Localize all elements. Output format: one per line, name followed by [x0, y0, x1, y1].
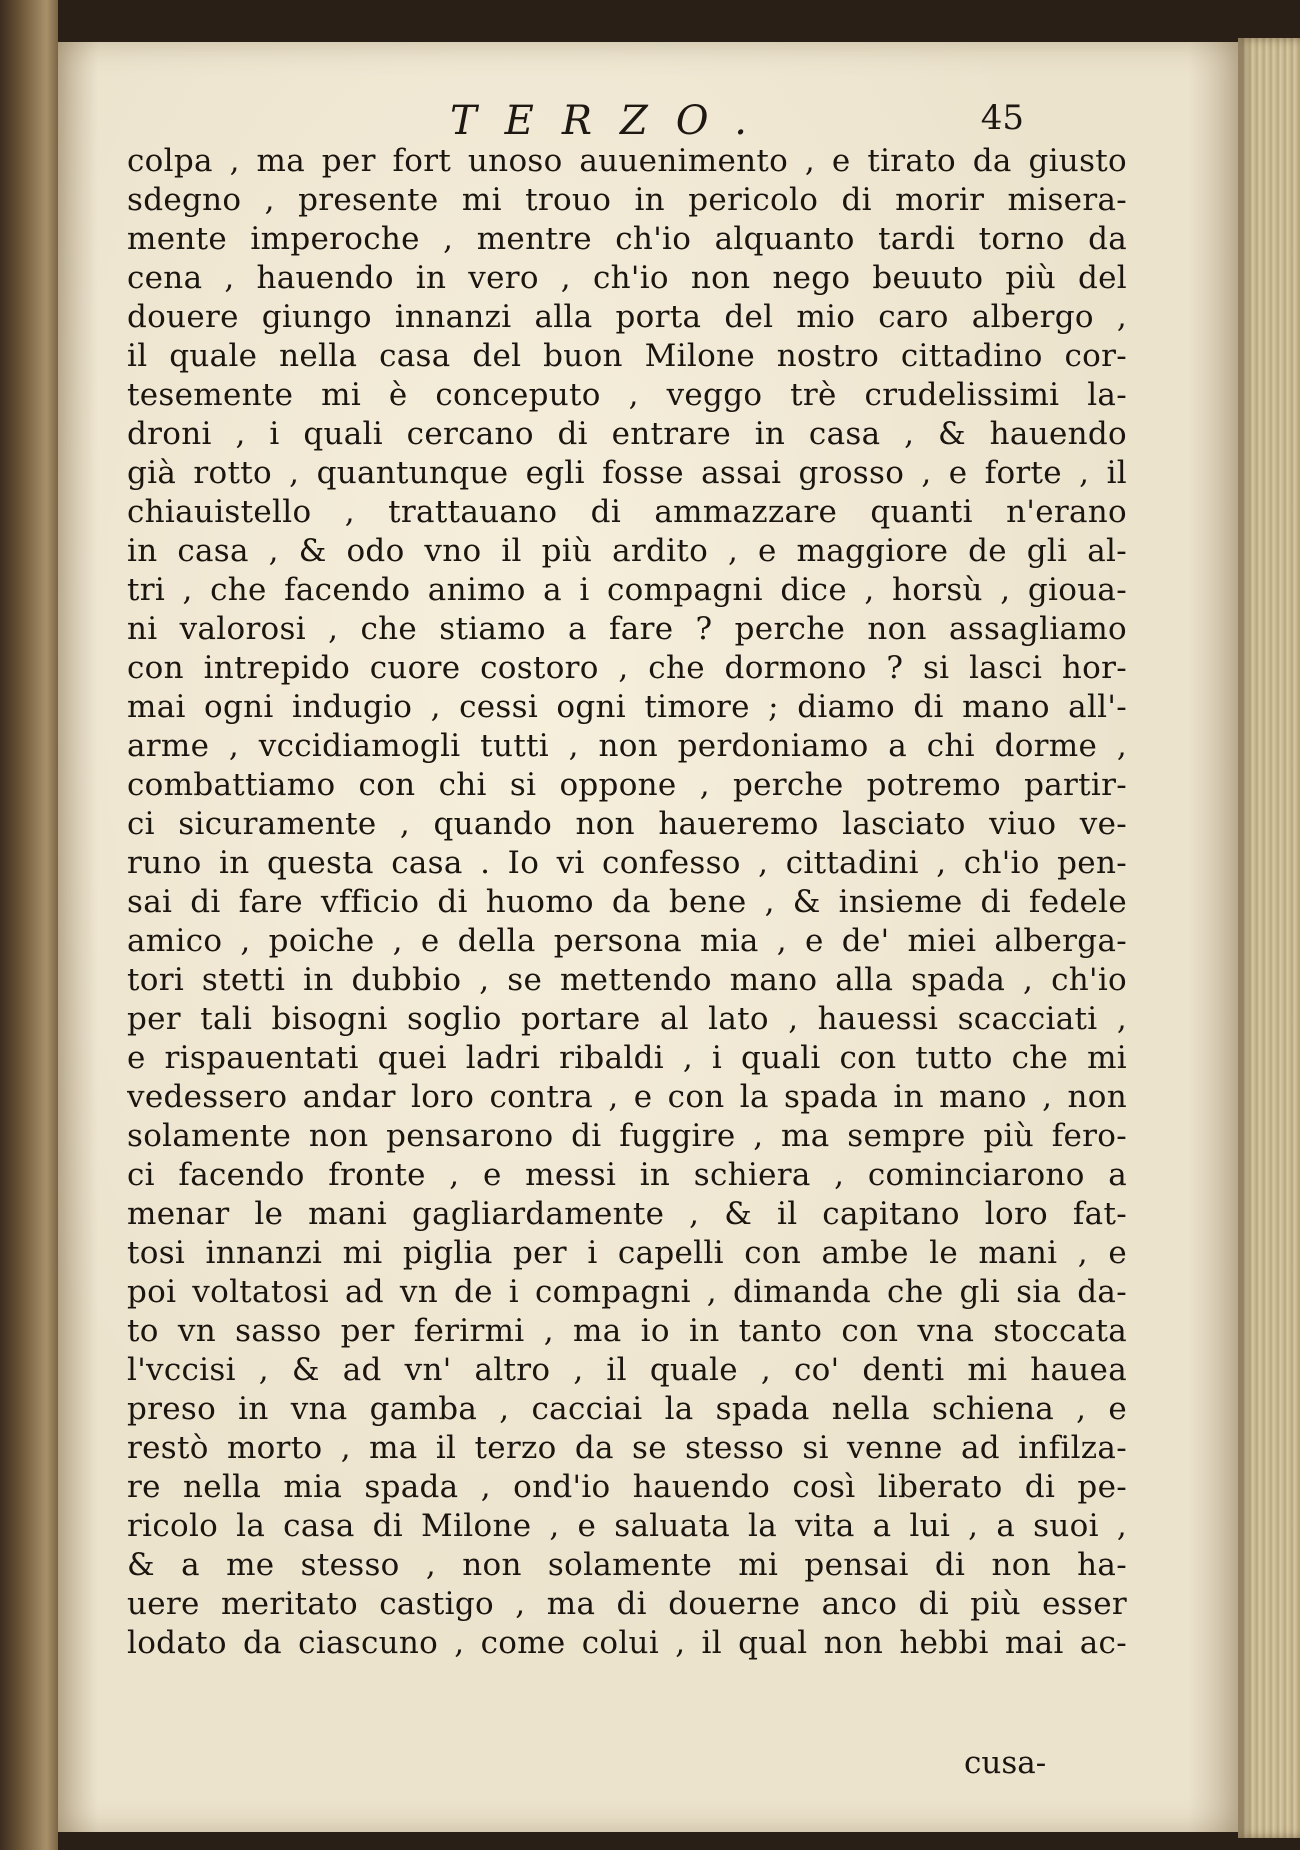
text-line: uere meritato castigo , ma di douerne anco di più esser — [127, 1586, 1127, 1622]
text-line: restò morto , ma il terzo da se stesso si venne ad infilza- — [127, 1430, 1127, 1466]
text-line: douere giungo innanzi alla porta del mio caro albergo , — [127, 299, 1127, 335]
text-line: tri , che facendo animo a i compagni dice , horsù , gioua- — [127, 572, 1127, 608]
text-line: sai di fare vfficio di huomo da bene , & insieme di fedele — [127, 884, 1127, 920]
text-line: mente imperoche , mentre ch'io alquanto tardi torno da — [127, 221, 1127, 257]
text-line: tesemente mi è conceputo , veggo trè crudelissimi la- — [127, 377, 1127, 413]
text-line: il quale nella casa del buon Milone nostro cittadino cor- — [127, 338, 1127, 374]
text-line: tori stetti in dubbio , se mettendo mano alla spada , ch'io — [127, 962, 1127, 998]
page-fore-edge — [1238, 38, 1300, 1838]
text-block — [127, 142, 1127, 1663]
text-line: re nella mia spada , ond'io hauendo così liberato di pe- — [127, 1469, 1127, 1505]
text-line: chiauistello , trattauano di ammazzare quanti n'erano — [127, 494, 1127, 530]
text-line: preso in vna gamba , cacciai la spada nella schiena , e — [127, 1391, 1127, 1427]
text-line: & a me stesso , non solamente mi pensai di non ha- — [127, 1547, 1127, 1583]
running-head: TERZO. — [450, 98, 775, 144]
text-line: ci sicuramente , quando non haueremo lasciato viuo ve- — [127, 806, 1127, 842]
text-line: ricolo la casa di Milone , e saluata la vita a lui , a suoi , — [127, 1508, 1127, 1544]
text-line: ni valorosi , che stiamo a fare ? perche non assagliamo — [127, 611, 1127, 647]
text-line: arme , vccidiamogli tutti , non perdoniamo a chi dorme , — [127, 728, 1127, 764]
text-line: poi voltatosi ad vn de i compagni , dimanda che gli sia da- — [127, 1274, 1127, 1310]
left-page-edge — [0, 0, 58, 1850]
text-line: droni , i quali cercano di entrare in casa , & hauendo — [127, 416, 1127, 452]
text-line: mai ogni indugio , cessi ogni timore ; diamo di mano all'- — [127, 689, 1127, 725]
text-line: colpa , ma per fort unoso auuenimento , e tirato da giusto — [127, 143, 1127, 179]
text-line: to vn sasso per ferirmi , ma io in tanto con vna stoccata — [127, 1313, 1127, 1349]
text-line: lodato da ciascuno , come colui , il qual non hebbi mai ac- — [127, 1625, 1127, 1661]
text-line: vedessero andar loro contra , e con la spada in mano , non — [127, 1079, 1127, 1115]
text-line: menar le mani gagliardamente , & il capitano loro fat- — [127, 1196, 1127, 1232]
text-line: combattiamo con chi si oppone , perche potremo partir- — [127, 767, 1127, 803]
text-line: per tali bisogni soglio portare al lato , hauessi scacciati , — [127, 1001, 1127, 1037]
catchword: cusa- — [964, 1745, 1047, 1781]
page-number: 45 — [980, 98, 1024, 138]
text-line: tosi innanzi mi piglia per i capelli con ambe le mani , e — [127, 1235, 1127, 1271]
text-line: già rotto , quantunque egli fosse assai grosso , e forte , il — [127, 455, 1127, 491]
text-line: e rispauentati quei ladri ribaldi , i quali con tutto che mi — [127, 1040, 1127, 1076]
text-line: solamente non pensarono di fuggire , ma sempre più fero- — [127, 1118, 1127, 1154]
page-header — [420, 98, 1024, 144]
text-line: runo in questa casa . Io vi confesso , cittadini , ch'io pen- — [127, 845, 1127, 881]
text-line: con intrepido cuore costoro , che dormono ? si lasci hor- — [127, 650, 1127, 686]
text-line: amico , poiche , e della persona mia , e de' miei alberga- — [127, 923, 1127, 959]
text-line: cena , hauendo in vero , ch'io non nego beuuto più del — [127, 260, 1127, 296]
text-line: l'vccisi , & ad vn' altro , il quale , co' denti mi hauea — [127, 1352, 1127, 1388]
text-line: in casa , & odo vno il più ardito , e maggiore de gli al- — [127, 533, 1127, 569]
text-line: sdegno , presente mi trouo in pericolo di morir misera- — [127, 182, 1127, 218]
text-line: ci facendo fronte , e messi in schiera , cominciarono a — [127, 1157, 1127, 1193]
